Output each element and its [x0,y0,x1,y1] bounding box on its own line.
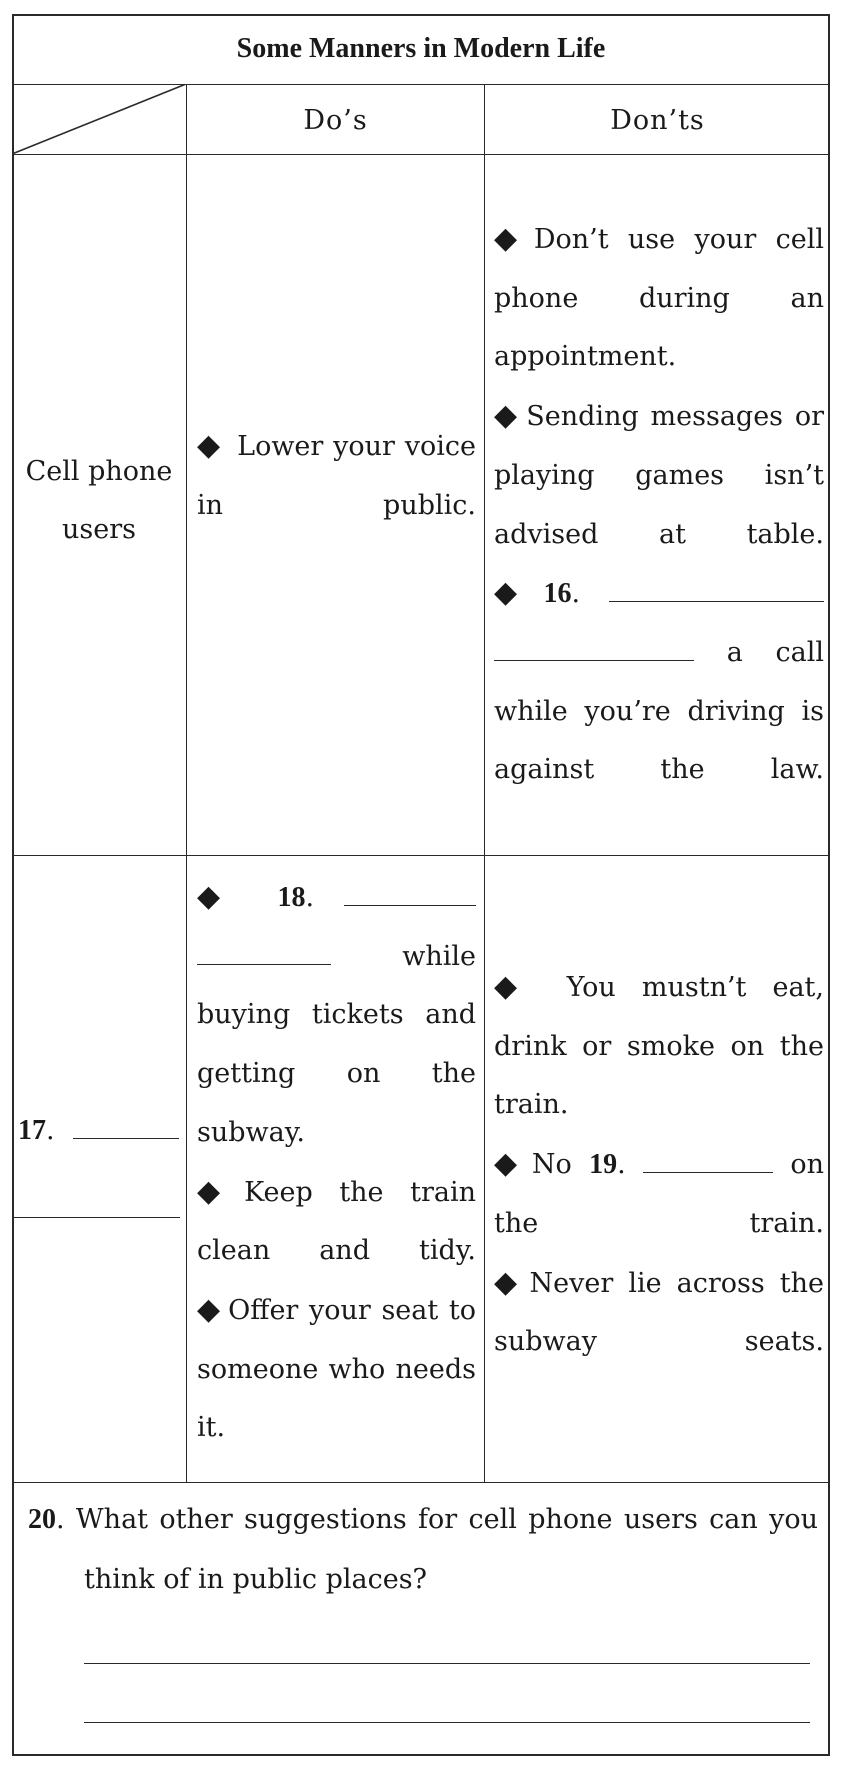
row2-dont-item-1 [494,958,824,1135]
answer-blank-18a[interactable] [344,881,476,906]
answer-blank-16a[interactable] [609,577,824,602]
row1-do-text: Lower your voice in public. [197,431,476,521]
diamond-bullet-icon: ◆ [197,1173,239,1209]
question-number-20: 20 [28,1504,56,1535]
divider-row1 [12,855,830,856]
question-number-19: 19 [589,1149,618,1181]
answer-blank-17b[interactable] [14,1217,180,1218]
row1-dont-text-2: Sending messages or playing games isn’t advised at table. [494,401,824,550]
answer-line-20b[interactable] [84,1722,810,1723]
diamond-bullet-icon: ◆ [494,575,538,611]
answer-blank-17a[interactable] [73,1114,179,1139]
row1-do-item [197,417,476,535]
row2-do-item-2 [197,1163,476,1281]
divider-row2 [12,1482,830,1483]
row2-do-item-q18: ◆ 18. while buying tickets and getting on the subway. [197,879,476,1148]
answer-blank-16b[interactable] [494,636,694,661]
row1-dont-item-q16: ◆ 16. a call while you’re driving is against the law. [494,575,824,786]
row2-dont-item-3 [494,1254,824,1372]
diamond-bullet-icon: ◆ [197,428,222,463]
question-20 [28,1490,818,1610]
q19-suffix: on the train. [494,1149,824,1239]
q16-text: a call while you’re driving is against the law. [494,636,824,786]
row2-dont-item-q19: ◆ No 19. on the train. [494,1146,824,1239]
diamond-bullet-icon: ◆ [494,1146,526,1182]
answer-blank-19[interactable] [643,1148,773,1173]
row1-dont-list [494,210,824,800]
column-header-dos: Do’s [303,104,368,136]
row1-dont-text-1: Don’t use your cell phone during an appointment. [494,224,824,373]
divider-col1 [186,84,187,1482]
row2-do-list [197,868,476,1458]
diamond-bullet-icon: ◆ [197,1291,223,1327]
q18-text: while buying tickets and getting on the subway. [197,940,476,1148]
row1-dont-item-2 [494,387,824,564]
column-header-donts: Don’ts [610,104,705,136]
diamond-bullet-icon: ◆ [494,221,528,256]
diamond-bullet-icon: ◆ [494,969,535,1004]
row2-dont-text-1: You mustn’t eat, drink or smoke on the train. [494,972,824,1121]
diamond-bullet-icon: ◆ [494,398,521,434]
diamond-bullet-icon: ◆ [494,1264,524,1300]
row2-do-text-2: Keep the train clean and tidy. [197,1176,476,1267]
row-label-cell-phone-users: Cell phone users [25,456,173,545]
question-number-16: 16 [543,578,572,610]
q19-prefix: No [531,1149,572,1181]
header-diagonal [12,84,186,154]
answer-line-20a[interactable] [84,1663,810,1664]
question-number-17: 17 [18,1115,46,1146]
row2-dont-list [494,958,824,1372]
diamond-bullet-icon: ◆ [197,879,242,914]
divider-col2 [484,84,485,1482]
row1-dont-item-1 [494,210,824,387]
answer-blank-18b[interactable] [197,940,331,965]
row2-label-q17: 17. [18,1102,180,1161]
question-20-text: What other suggestions for cell phone users can you think of in public places? [75,1504,818,1595]
table-title: Some Manners in Modern Life [236,33,606,64]
row2-do-text-3: Offer your seat to someone who needs it. [197,1294,476,1444]
row2-dont-text-3: Never lie across the subway seats. [494,1267,824,1358]
question-number-18: 18 [277,882,306,913]
question-20-prompt: 20. What other suggestions for cell phone users can you think of in public places? [28,1504,818,1595]
row2-do-item-3 [197,1281,476,1458]
divider-header [12,154,830,155]
